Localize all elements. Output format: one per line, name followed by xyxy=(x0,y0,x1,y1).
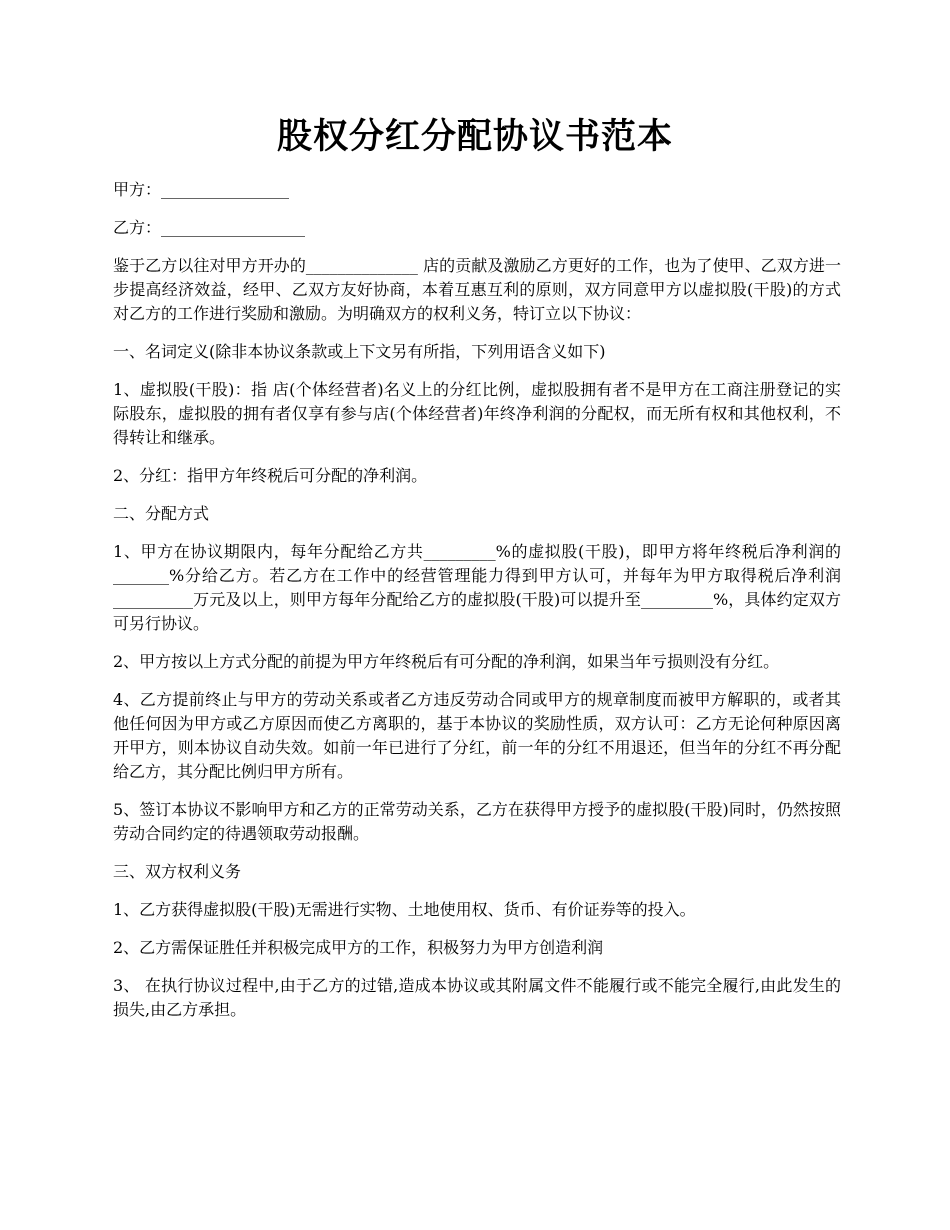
clause-no-investment: 1、乙方获得虚拟股(干股)无需进行实物、土地使用权、货币、有价证券等的投入。 xyxy=(113,900,696,919)
clause-termination: 4、乙方提前终止与甲方的劳动关系或者乙方违反劳动合同或甲方的规章制度而被甲方解职的，或者其他任何因为甲方或乙方原因而使乙方离职的，基于本协议的奖励性质，双方认可：乙方无论何种原因离开甲方，则本协议自动失效。如前一年已进行了分红，前一年的分红不用退还，但当年的分红不再分配给乙方，其分配比例归甲方所有。 xyxy=(113,690,841,781)
clause-distribution-ratio: 1、甲方在协议期限内，每年分配给乙方共_________%的虚拟股(干股)，即甲方将年终税后净利润的_______%分给乙方。若乙方在工作中的经营管理能力得到甲方认可，并每年为甲方取得税后净利润 __________万元及以上，则甲方每年分配给乙方的虚拟股(干股)可以提升至_________%，具体约定双方可另行协议。 xyxy=(113,542,841,633)
document-title: 股权分红分配协议书范本 xyxy=(276,116,673,157)
party-b-line: 乙方：__________________ xyxy=(113,218,306,237)
document-body xyxy=(113,178,841,1036)
clause-work-duty: 2、乙方需保证胜任并积极完成甲方的工作，积极努力为甲方创造利润 xyxy=(113,938,604,957)
clause-labor-relation: 5、签订本协议不影响甲方和乙方的正常劳动关系，乙方在获得甲方授予的虚拟股(干股)同时，仍然按照劳动合同约定的待遇领取劳动报酬。 xyxy=(113,800,841,843)
party-a-line: 甲方：________________ xyxy=(113,180,290,199)
section-heading-distribution: 二、分配方式 xyxy=(113,504,210,523)
preamble-paragraph: 鉴于乙方以往对甲方开办的______________ 店的贡献及激励乙方更好的工作，也为了使甲、乙双方进一步提高经济效益，经甲、乙双方友好协商，本着互惠互利的原则，双方同意甲方以虚拟股(干股)的方式对乙方的工作进行奖励和激励。为明确双方的权利义务，特订立以下协议： xyxy=(113,256,841,323)
section-heading-rights: 三、双方权利义务 xyxy=(113,862,242,881)
clause-virtual-share: 1、虚拟股(干股)：指 店(个体经营者)名义上的分红比例，虚拟股拥有者不是甲方在工商注册登记的实际股东，虚拟股的拥有者仅享有参与店(个体经营者)年终净利润的分配权，而无所有权和其他权利，不得转让和继承。 xyxy=(113,380,841,447)
clause-liability: 3、 在执行协议过程中,由于乙方的过错,造成本协议或其附属文件不能履行或不能完全履行,由此发生的损失,由乙方承担。 xyxy=(113,976,841,1019)
section-heading-definitions: 一、名词定义(除非本协议条款或上下文另有所指，下列用语含义如下) xyxy=(113,342,606,361)
clause-distribution-premise: 2、甲方按以上方式分配的前提为甲方年终税后有可分配的净利润，如果当年亏损则没有分红。 xyxy=(113,652,780,671)
clause-dividend: 2、分红：指甲方年终税后可分配的净利润。 xyxy=(113,466,428,485)
